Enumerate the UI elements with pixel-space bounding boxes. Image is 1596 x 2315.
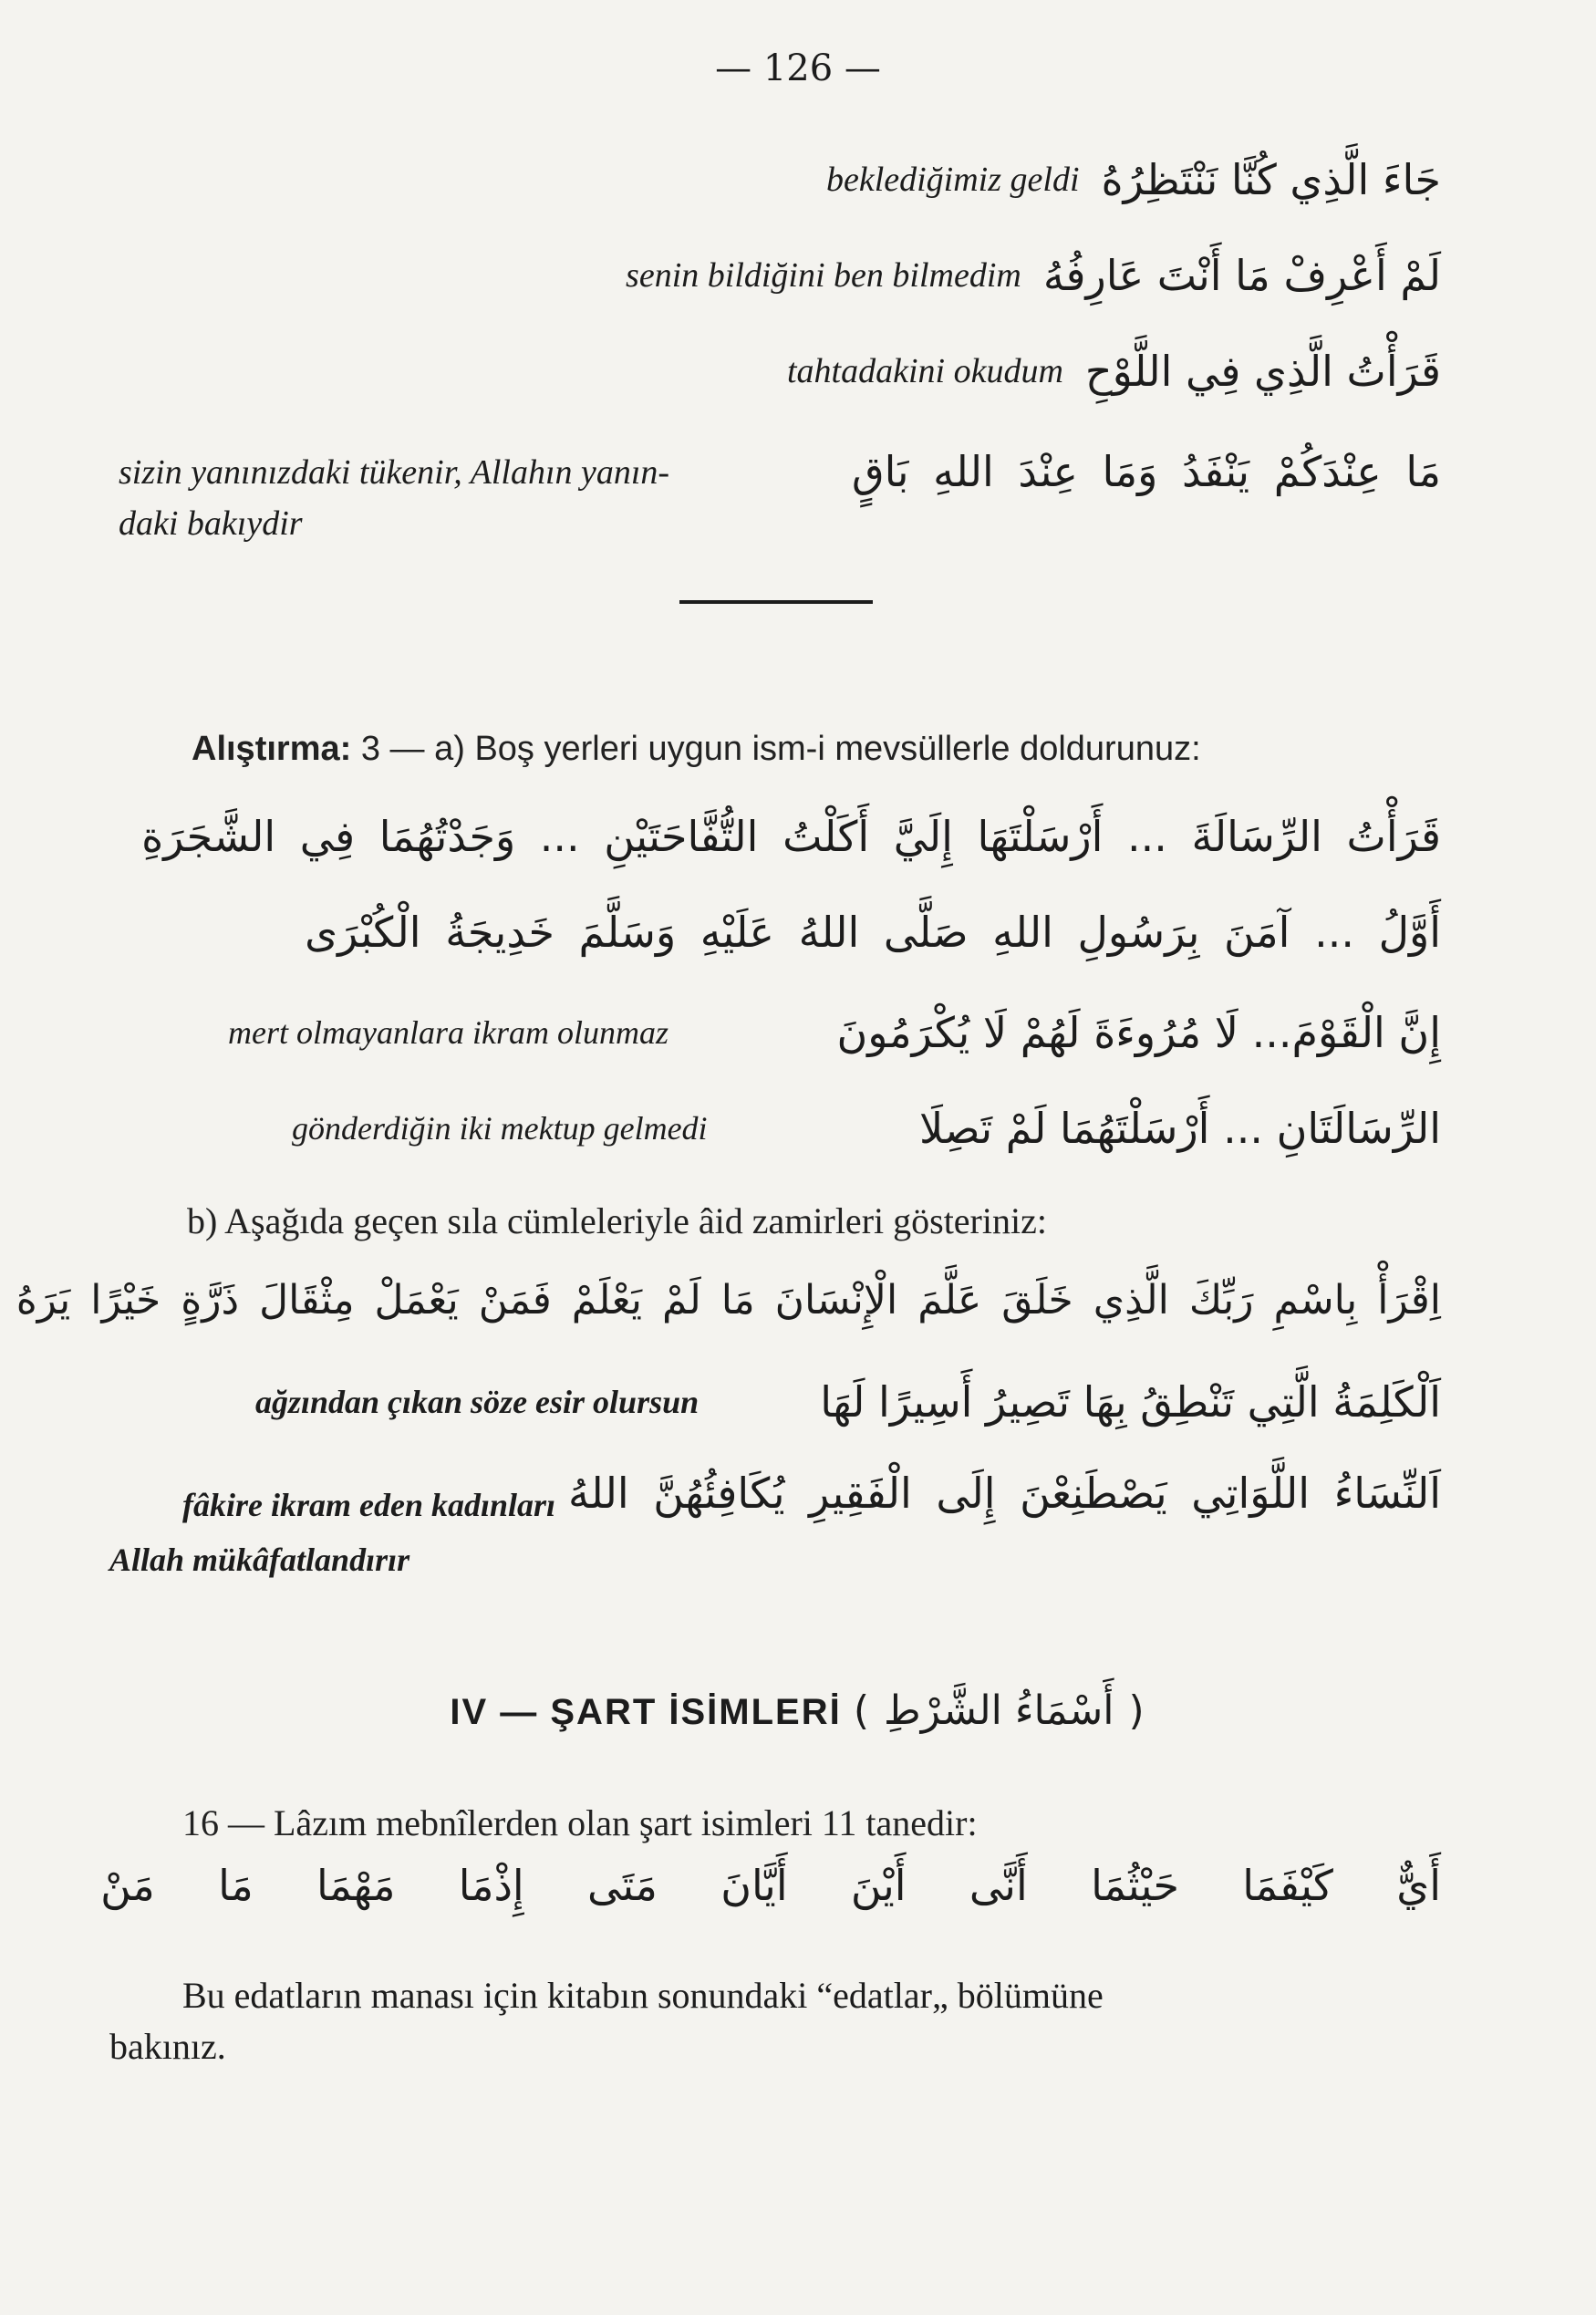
particle: حَيْثُمَا: [1091, 1861, 1179, 1910]
example-row-1: [100, 155, 1441, 204]
particle: مَهْمَا: [316, 1861, 396, 1910]
section-heading: [0, 1687, 1596, 1734]
exercise-instruction: 3 — a) Boş yerleri uygun ism-i mevsüllerle doldurunuz:: [360, 730, 1201, 768]
example-arabic: قَرَأْتُ الَّذِي فِي اللَّوْحِ: [1084, 347, 1441, 396]
particle: مَتَى: [587, 1861, 658, 1910]
part-b-row-2: [255, 1377, 1441, 1427]
exercise-title: [192, 730, 1201, 769]
exercise-row-4: [292, 1104, 1441, 1153]
exercise-arabic: إِنَّ الْقَوْمَ... لَا مُرُوءَةَ لَهُمْ لَا يُكْرَمُونَ: [836, 1008, 1441, 1057]
note-line-1: Bu edatların mаnası için kitabın sonundaki “edatlar„ bölümüne: [182, 1975, 1104, 2016]
section-heading-arabic: ( أَسْمَاءُ الشَّرْطِ ): [853, 1687, 1146, 1734]
particle: أَيْنَ: [850, 1861, 907, 1910]
part-b-turkish: ağzından çıkan söze esir olursun: [255, 1384, 700, 1420]
section-divider: [679, 600, 873, 604]
shart-particles-list: [100, 1861, 1441, 1910]
exercise-arabic-line-1: قَرَأْتُ الرِّسَالَةَ ... أَرْسَلْتَهَا إِلَيَّ أَكَلْتُ التُّفَّاحَتَيْنِ ... وَجَدْتُهُمَا فِي الشَّجَرَةِ: [141, 812, 1441, 861]
part-b-title: b) Aşağıda geçen sıla cümleleriyle âid zamirleri gösteriniz:: [187, 1200, 1047, 1241]
example-turkish: senin bildiğini ben bilmedim: [626, 256, 1021, 295]
page-number: — 126 —: [715, 47, 881, 89]
example-turkish: beklediğimiz geldi: [825, 161, 1080, 199]
part-b-arabic: اَلْكَلِمَةُ الَّتِي تَنْطِقُ بِهَا تَصِيرُ أَسِيرًا لَهَا: [820, 1377, 1441, 1427]
example-4-arabic: مَا عِنْدَكُمْ يَنْفَدُ وَمَا عِنْدَ اللهِ بَاقٍ: [851, 447, 1441, 496]
section-paragraph: 16 — Lâzım mebnîlerden olan şart isimleri 11 tanedir:: [182, 1802, 978, 1843]
note-paragraph: [109, 1970, 1423, 2072]
particle: مَا: [218, 1861, 254, 1910]
particle: إِذْمَا: [458, 1861, 524, 1910]
example-4-turkish: [119, 447, 921, 549]
part-b-turkish-3-line1: fâkire ikram eden kadınları: [182, 1487, 556, 1523]
exercise-turkish: mert olmayanlara ikram olunmaz: [228, 1014, 668, 1051]
example-row-3: [100, 347, 1441, 396]
exercise-row-3: [228, 1008, 1441, 1057]
example-turkish: tahtadakini okudum: [787, 352, 1063, 390]
example-arabic: جَاءَ الَّذِي كُنَّا نَنْتَظِرُهُ: [1101, 155, 1441, 204]
particle: مَنْ: [100, 1861, 155, 1910]
particle: أَيٌّ: [1396, 1861, 1441, 1910]
part-b-arabic-line-1: اِقْرَأْ بِاسْمِ رَبِّكَ الَّذِي خَلَقَ عَلَّمَ الْإِنْسَانَ مَا لَمْ يَعْلَمْ فَمَنْ يَعْمَلْ مِثْقَالَ ذَرَّةٍ خَيْرًا يَرَهُ: [16, 1277, 1441, 1324]
example-4-turkish-line2: daki bakıydir: [119, 504, 303, 543]
part-b-turkish-3: [109, 1478, 730, 1587]
exercise-arabic-line-2: أَوَّلُ ... آمَنَ بِرَسُولِ اللهِ صَلَّى اللهُ عَلَيْهِ وَسَلَّمَ خَدِيجَةُ الْكُبْرَى: [305, 908, 1441, 957]
exercise-turkish: gönderdiğin iki mektup gelmedi: [292, 1110, 708, 1147]
part-b-arabic-line-3: اَلنِّسَاءُ اللَّوَاتِي يَصْطَنِعْنَ إِلَى الْفَقِيرِ يُكَافِئُهُنَّ اللهُ: [567, 1469, 1441, 1518]
exercise-arabic: الرِّسَالَتَانِ ... أَرْسَلْتَهُمَا لَمْ تَصِلَا: [918, 1104, 1441, 1153]
section-heading-text: IV — ŞART İSİMLERİ: [450, 1692, 842, 1732]
particle: أَيَّانَ: [720, 1861, 788, 1910]
example-4-turkish-line1: sizin yanınızdaki tükenir, Allahın yanın-: [119, 453, 670, 492]
note-line-2: bakınız.: [109, 2026, 226, 2067]
part-b-turkish-3-line2: Allah mükâfatlandırır: [109, 1542, 410, 1578]
particle: كَيْفَمَا: [1242, 1861, 1333, 1910]
example-arabic: لَمْ أَعْرِفْ مَا أَنْتَ عَارِفُهُ: [1042, 251, 1441, 300]
example-row-2: [100, 251, 1441, 300]
particle: أَنَّى: [969, 1861, 1028, 1910]
exercise-label: Alıştırma:: [192, 730, 352, 768]
